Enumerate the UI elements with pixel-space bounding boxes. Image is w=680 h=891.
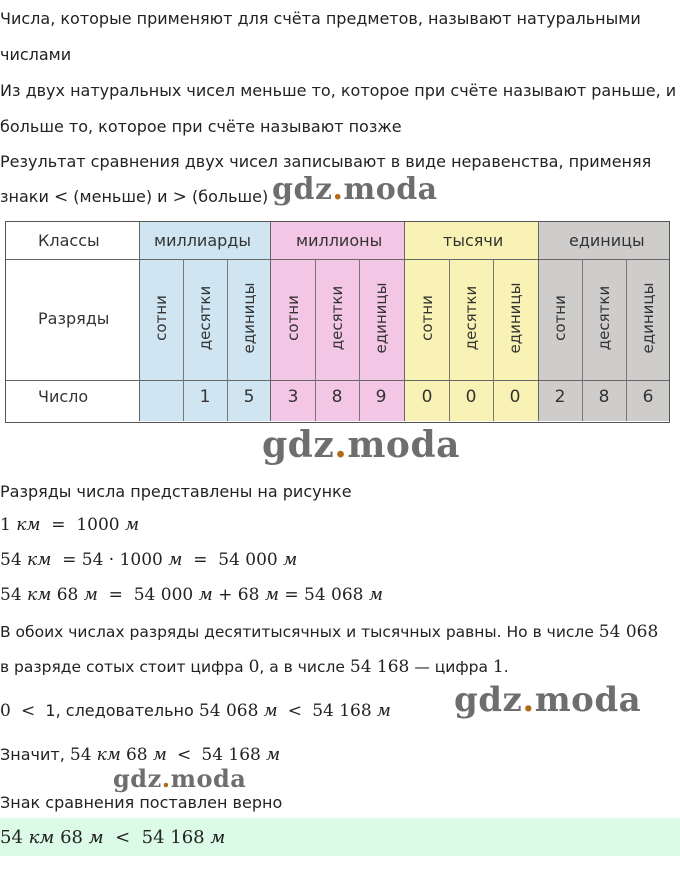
paragraph-line — [0, 187, 268, 207]
place-value-table — [5, 221, 670, 423]
row-label-classes: Классы — [38, 231, 100, 250]
text-span: (меньше) и — [73, 187, 168, 206]
solution-text: в разряде сотых стоит цифра 0, а в числе 54 168 — цифра 1. — [0, 657, 509, 677]
equation-3: 54 км 68 м = 54 000 м + 68 м = 54 068 м — [0, 585, 384, 605]
equation-1: 1 км = 1000 м — [0, 515, 140, 535]
solution-text: Разряды числа представлены на рисунке — [0, 482, 352, 501]
number-digit: 0 — [421, 387, 433, 407]
solution-text: Знак сравнения поставлен верно — [0, 793, 283, 812]
watermark: gdz.moda — [454, 680, 642, 720]
answer-inequality: 54 км 68 м < 54 168 м — [0, 827, 226, 848]
digit-label: сотни — [152, 295, 170, 341]
digit-label: сотни — [284, 295, 302, 341]
row-label-digits: Разряды — [38, 309, 110, 328]
paragraph-line: Результат сравнения двух чисел записывают в виде неравенства, применяя — [0, 152, 652, 171]
digit-label: десятки — [196, 285, 214, 351]
number-digit: 6 — [642, 387, 654, 407]
digit-label: единицы — [506, 282, 524, 354]
number-digit: 1 — [199, 387, 211, 407]
less-sign: < — [53, 187, 69, 207]
paragraph-line: числами — [0, 45, 72, 64]
paragraph-line: больше то, которое при счёте называют позже — [0, 117, 402, 136]
class-header-units: единицы — [569, 231, 645, 250]
number-digit: 8 — [598, 387, 610, 407]
row-label-number: Число — [38, 387, 89, 406]
number-digit: 0 — [509, 387, 521, 407]
digit-label: единицы — [240, 282, 258, 354]
paragraph-line: Из двух натуральных чисел меньше то, которое при счёте называют раньше, и — [0, 81, 677, 100]
equation-2: 54 км = 54 · 1000 м = 54 000 м — [0, 550, 298, 570]
watermark: gdz.moda — [113, 764, 247, 793]
text-span: знаки — [0, 187, 49, 206]
digit-label: десятки — [328, 285, 346, 351]
number-digit: 3 — [287, 387, 299, 407]
class-header-millions: миллионы — [296, 231, 383, 250]
watermark: gdz.moda — [272, 172, 438, 207]
class-header-billions: миллиарды — [154, 231, 251, 250]
number-digit: 5 — [243, 387, 255, 407]
text-span: (больше) — [191, 187, 269, 206]
digit-label: десятки — [595, 285, 613, 351]
number-digit: 0 — [465, 387, 477, 407]
number-digit: 2 — [554, 387, 566, 407]
digit-label: десятки — [462, 285, 480, 351]
solution-text: Значит, 54 км 68 м < 54 168 м — [0, 745, 281, 765]
digit-label: сотни — [551, 295, 569, 341]
paragraph-line: Числа, которые применяют для счёта предметов, называют натуральными — [0, 9, 641, 28]
digit-label: единицы — [372, 282, 390, 354]
number-digit: 8 — [331, 387, 343, 407]
digit-label: единицы — [639, 282, 657, 354]
solution-text: В обоих числах разряды десятитысячных и тысячных равны. Но в числе 54 068 — [0, 622, 659, 642]
digit-label: сотни — [418, 295, 436, 341]
number-digit: 9 — [375, 387, 387, 407]
class-header-thousands: тысячи — [443, 231, 504, 250]
solution-inequality: 0 < 1, следовательно 54 068 м < 54 168 м — [0, 701, 391, 721]
greater-sign: > — [172, 187, 187, 207]
watermark: gdz.moda — [262, 424, 460, 466]
answer-box — [0, 818, 680, 856]
